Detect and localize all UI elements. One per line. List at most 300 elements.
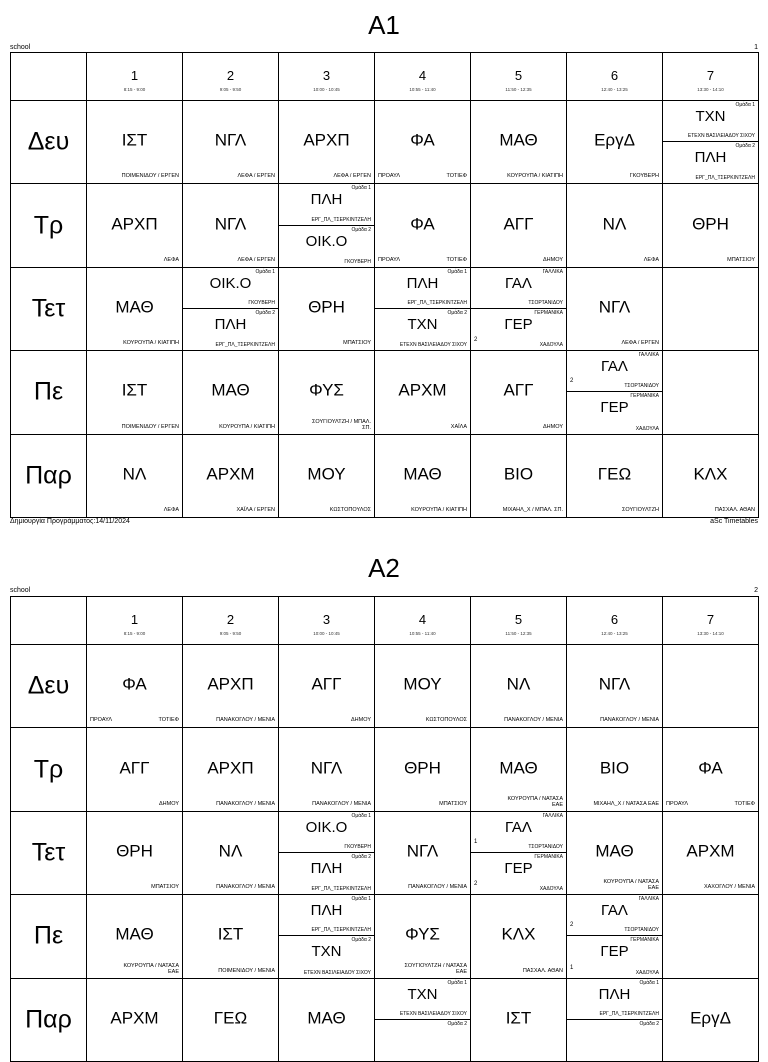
lesson-cell[interactable] <box>375 435 471 518</box>
subject-code: ΘΡΗ <box>308 297 345 317</box>
subject-code: ΑΡΧΠ <box>303 130 350 150</box>
lesson-group[interactable] <box>567 895 662 936</box>
subject-code: ΙΣΤ <box>121 130 148 150</box>
teacher-name: ΠΟΙΜΕΝΙΔΟΥ / ΕΡΓΕΝ <box>121 423 179 430</box>
lesson-cell[interactable] <box>279 645 375 728</box>
subject-code: ΘΡΗ <box>116 841 153 861</box>
day-name: Δευ <box>27 671 70 700</box>
teacher-name-left: ΠΡΟΑΥΛ <box>666 800 689 807</box>
subject-code: ΙΣΤ <box>217 924 244 944</box>
lesson-cell[interactable] <box>663 184 759 267</box>
day-header <box>11 268 87 351</box>
subject-code: ΦΑ <box>410 213 435 233</box>
period-number: 7 <box>706 68 715 83</box>
lesson-cell[interactable] <box>471 895 567 978</box>
teacher-name: ΠΑΝΑΚΟΓΛΟΥ / ΜΕΝΙΑ <box>504 717 563 724</box>
lesson-group[interactable] <box>183 268 278 309</box>
lesson-group[interactable] <box>471 812 566 853</box>
lesson-cell[interactable] <box>567 435 663 518</box>
group-number: 1 <box>474 838 478 845</box>
lesson-group[interactable] <box>663 142 758 183</box>
lesson-cell[interactable] <box>87 268 183 351</box>
subject-code: ΕργΔ <box>594 130 635 150</box>
teacher-name: ΛΕΦΑ <box>163 256 179 263</box>
group-number: 1 <box>570 964 574 971</box>
teacher-name: ΓΚΟΥΒΕΡΗ <box>248 299 275 306</box>
period-header <box>183 597 279 645</box>
lesson-group[interactable] <box>375 979 470 1020</box>
period-time: 10:00 - 10:45 <box>313 631 340 636</box>
subject-code: ΑΓΓ <box>311 674 342 694</box>
lesson-cell[interactable] <box>279 268 375 351</box>
lesson-cell[interactable] <box>183 101 279 184</box>
period-header <box>471 597 567 645</box>
teacher-name: ΕΤΕΧΝ ΒΑΣΙΛΕΙΑΔΟΥ ΣΙΧΟΥ <box>399 342 467 349</box>
subject-code: ΑΓΓ <box>119 757 150 777</box>
period-number: 2 <box>226 68 235 83</box>
subject-code: ΚΛΧ <box>501 924 536 944</box>
day-header <box>11 101 87 184</box>
teacher-name: ΓΚΟΥΒΕΡΗ <box>629 173 659 180</box>
teacher-name: ΕΤΕΧΝ ΒΑΣΙΛΕΙΑΔΟΥ ΣΙΧΟΥ <box>303 969 371 976</box>
lesson-cell[interactable] <box>663 979 759 1062</box>
lesson-cell[interactable] <box>471 351 567 434</box>
school-label: school <box>10 44 31 51</box>
group-label: Ομάδα 1 <box>639 979 659 986</box>
subject-code: ΜΑΘ <box>499 130 538 150</box>
period-time: 10:00 - 10:45 <box>313 87 340 92</box>
timetable-grid <box>10 596 759 1062</box>
lesson-cell[interactable] <box>471 645 567 728</box>
day-name: Τρ <box>33 755 64 784</box>
subject-code: ΑΡΧΜ <box>398 380 447 400</box>
subject-code: ΘΡΗ <box>404 757 441 777</box>
lesson-cell[interactable] <box>87 728 183 811</box>
teacher-name: ΕΡΓ_ΠΛ_ΤΣΕΡΚΙΝΤΖΕΛΗ <box>311 216 371 223</box>
subject-code: ΓΑΛ <box>505 274 532 292</box>
subject-code: ΘΡΗ <box>692 213 729 233</box>
teacher-name: ΕΡΓ_ΠΛ_ΤΣΕΡΚΙΝΤΖΕΛΗ <box>695 175 755 182</box>
lesson-cell[interactable] <box>471 728 567 811</box>
period-header <box>567 53 663 101</box>
lesson-cell[interactable] <box>87 895 183 978</box>
teacher-name: ΧΑΪΛΑ / ΕΡΓΕΝ <box>236 506 275 513</box>
subject-code: ΜΟΥ <box>307 464 346 484</box>
lesson-cell[interactable] <box>375 645 471 728</box>
lesson-cell[interactable] <box>279 812 375 895</box>
period-time: 8:15 - 9:00 <box>123 87 146 92</box>
subject-code: ΝΓΛ <box>214 130 247 150</box>
day-name: Πε <box>33 921 64 950</box>
teacher-name-left: ΠΡΟΑΥΛ <box>90 717 113 724</box>
empty-cell <box>663 645 759 728</box>
lesson-cell[interactable] <box>663 728 759 811</box>
subject-code: ΝΓΛ <box>310 757 343 777</box>
teacher-name-left: ΠΡΟΑΥΛ <box>378 256 401 263</box>
subject-code: ΑΡΧΠ <box>207 757 254 777</box>
lesson-cell[interactable] <box>471 435 567 518</box>
lesson-cell[interactable] <box>567 645 663 728</box>
lesson-group[interactable] <box>567 1020 662 1061</box>
lesson-cell[interactable] <box>471 979 567 1062</box>
lesson-group[interactable] <box>567 392 662 433</box>
empty-cell <box>663 268 759 351</box>
teacher-line-2: ΣΠ. <box>362 424 371 431</box>
lesson-group[interactable] <box>471 309 566 350</box>
period-time: 10:55 - 11:40 <box>409 87 436 92</box>
lesson-cell[interactable] <box>183 268 279 351</box>
lesson-cell[interactable] <box>375 895 471 978</box>
subject-code: ΤΧΝ <box>407 985 438 1003</box>
period-time: 10:55 - 11:40 <box>409 631 436 636</box>
subject-code: ΓΕΡ <box>504 315 533 333</box>
lesson-cell[interactable] <box>87 101 183 184</box>
teacher-name: ΜΠΑΤΣΙΟΥ <box>343 340 371 347</box>
teacher-name: ΠΑΝΑΚΟΓΛΟΥ / ΜΕΝΙΑ <box>216 800 275 807</box>
created-date: Δημιουργία Προγράμματος:14/11/2024 <box>10 518 130 525</box>
lesson-cell[interactable] <box>375 812 471 895</box>
subject-code: ΜΑΘ <box>595 841 634 861</box>
lesson-group[interactable] <box>471 268 566 309</box>
day-name: Παρ <box>25 461 72 490</box>
lesson-cell[interactable] <box>375 728 471 811</box>
subject-code: ΤΧΝ <box>311 943 342 961</box>
teacher-name: ΠΑΣΧΑΛ. ΑΘΑΝ <box>714 506 755 513</box>
group-label: ΓΕΡΜΑΝΙΚΑ <box>534 309 563 316</box>
lesson-cell[interactable] <box>183 812 279 895</box>
teacher-line-2: ΕΑΕ <box>167 968 179 975</box>
subject-code: ΜΟΥ <box>403 674 442 694</box>
period-number: 3 <box>322 68 331 83</box>
subject-code: ΓΕΩ <box>213 1008 248 1028</box>
teacher-name: ΕΡΓ_ΠΛ_ΤΣΕΡΚΙΝΤΖΕΛΗ <box>407 299 467 306</box>
subject-code: ΦΥΣ <box>309 380 344 400</box>
subject-code: ΠΛΗ <box>310 859 343 877</box>
teacher-name: ΚΟΥΡΟΥΠΑ / ΚΙΑΤΙΠΗ <box>411 506 467 513</box>
teacher-name: ΠΑΝΑΚΟΓΛΟΥ / ΜΕΝΙΑ <box>216 884 275 891</box>
period-time: 12:40 - 13:25 <box>601 631 628 636</box>
period-header <box>471 53 567 101</box>
subject-code: ΑΡΧΜ <box>206 464 255 484</box>
group-label: ΓΑΛΛΙΚΑ <box>638 352 659 359</box>
group-label: ΓΑΛΛΙΚΑ <box>542 812 563 819</box>
day-header <box>11 435 87 518</box>
teacher-name: ΤΟΤΙΕΦ <box>446 256 467 263</box>
teacher-name: ΔΗΜΟΥ <box>351 717 371 724</box>
lesson-cell[interactable] <box>87 812 183 895</box>
day-name: Δευ <box>27 127 70 156</box>
group-label: Ομάδα 2 <box>351 226 371 233</box>
lesson-cell[interactable] <box>279 435 375 518</box>
lesson-cell[interactable] <box>87 645 183 728</box>
lesson-cell[interactable] <box>567 728 663 811</box>
subject-code: ΑΡΧΠ <box>207 674 254 694</box>
teacher-name: ΧΑΧΟΓΛΟΥ / ΜΕΝΙΑ <box>703 884 755 891</box>
brand-label: aSc Timetables <box>710 518 758 525</box>
period-header <box>375 53 471 101</box>
group-label: Ομάδα 1 <box>447 979 467 986</box>
teacher-name: ΠΟΙΜΕΝΙΔΟΥ / ΕΡΓΕΝ <box>121 173 179 180</box>
group-label: Ομάδα 1 <box>351 185 371 192</box>
lesson-group[interactable] <box>279 853 374 894</box>
lesson-cell[interactable] <box>663 435 759 518</box>
day-header <box>11 895 87 978</box>
teacher-name: ΠΑΣΧΑΛ. ΑΘΑΝ <box>522 967 563 974</box>
group-label: Ομάδα 1 <box>255 268 275 275</box>
teacher-name: ΛΕΦΑ <box>163 506 179 513</box>
lesson-cell[interactable] <box>183 184 279 267</box>
teacher-name: ΕΡΓ_ΠΛ_ΤΣΕΡΚΙΝΤΖΕΛΗ <box>311 927 371 934</box>
teacher-line-2: ΕΑΕ <box>455 968 467 975</box>
teacher-line-1: ΚΟΥΡΟΥΠΑ / ΝΑΤΑΣΑ <box>123 962 179 969</box>
group-label: Ομάδα 1 <box>735 102 755 108</box>
subject-code: ΟΙΚ.Ο <box>209 274 252 292</box>
teacher-line-2: ΕΑΕ <box>647 885 659 892</box>
lesson-group[interactable] <box>567 979 662 1020</box>
page-number: 2 <box>754 587 758 594</box>
subject-code: ΓΕΩ <box>597 464 632 484</box>
subject-code: ΓΑΛ <box>601 902 628 920</box>
teacher-name: ΧΑΔΟΥΛΑ <box>539 886 563 893</box>
lesson-cell[interactable] <box>183 895 279 978</box>
lesson-group[interactable] <box>663 101 758 142</box>
teacher-name: ΜΠΑΤΣΙΟΥ <box>727 256 755 263</box>
lesson-group[interactable] <box>279 936 374 977</box>
subject-code: ΜΑΘ <box>307 1008 346 1028</box>
teacher-name: ΛΕΦΑ <box>643 256 659 263</box>
day-header <box>11 728 87 811</box>
group-label: Ομάδα 1 <box>447 268 467 275</box>
period-number: 4 <box>418 68 427 83</box>
teacher-name: ΓΚΟΥΒΕΡΗ <box>344 258 371 265</box>
subject-code: ΜΑΘ <box>211 380 250 400</box>
teacher-line-1: ΣΟΥΓΙΟΥΛΤΖΗ / ΝΑΤΑΣΑ <box>404 962 467 969</box>
subject-code: ΕργΔ <box>690 1008 731 1028</box>
group-number: 2 <box>570 378 574 385</box>
subject-code: ΝΛ <box>602 213 627 233</box>
period-header <box>87 597 183 645</box>
teacher-name: ΠΟΙΜΕΝΙΔΟΥ / ΜΕΝΙΑ <box>218 967 275 974</box>
subject-code: ΝΓΛ <box>598 297 631 317</box>
subject-code: ΝΛ <box>506 674 531 694</box>
subject-code: ΠΛΗ <box>406 274 439 292</box>
lesson-cell[interactable] <box>663 812 759 895</box>
teacher-name: ΚΟΥΡΟΥΠΑ / ΚΙΑΤΙΠΗ <box>219 423 275 430</box>
period-number: 3 <box>322 612 331 627</box>
subject-code: ΦΥΣ <box>405 924 440 944</box>
lesson-cell[interactable] <box>471 268 567 351</box>
period-number: 6 <box>610 68 619 83</box>
subject-code: ΟΙΚ.Ο <box>305 232 348 250</box>
lesson-cell[interactable] <box>567 812 663 895</box>
subject-code: ΚΛΧ <box>693 464 728 484</box>
lesson-group[interactable] <box>279 226 374 267</box>
subject-code: ΑΓΓ <box>503 213 534 233</box>
lesson-cell[interactable] <box>663 101 759 184</box>
period-number: 7 <box>706 612 715 627</box>
subject-code: ΟΙΚ.Ο <box>305 818 348 836</box>
teacher-line-1: ΣΟΥΓΙΟΥΛΤΖΗ / ΜΠΑΛ. <box>311 418 371 425</box>
lesson-cell[interactable] <box>87 435 183 518</box>
lesson-cell[interactable] <box>375 184 471 267</box>
lesson-cell[interactable] <box>279 184 375 267</box>
lesson-cell[interactable] <box>279 728 375 811</box>
teacher-name: ΤΣΟΡΤΑΝΙΔΟΥ <box>624 927 659 934</box>
subject-code: ΤΧΝ <box>695 108 726 125</box>
lesson-cell[interactable] <box>567 101 663 184</box>
subject-code: ΜΑΘ <box>115 297 154 317</box>
teacher-name: ΕΡΓ_ΠΛ_ΤΣΕΡΚΙΝΤΖΕΛΗ <box>311 886 371 893</box>
period-header <box>279 597 375 645</box>
lesson-cell[interactable] <box>183 645 279 728</box>
group-label: Ομάδα 2 <box>447 1020 467 1027</box>
period-time: 12:40 - 13:25 <box>601 87 628 92</box>
lesson-group[interactable] <box>375 309 470 350</box>
group-label: ΓΕΡΜΑΝΙΚΑ <box>630 393 659 400</box>
day-name: Παρ <box>25 1005 72 1034</box>
period-header <box>663 53 759 101</box>
group-label: ΓΑΛΛΙΚΑ <box>542 268 563 275</box>
teacher-line-1: ΚΟΥΡΟΥΠΑ / ΝΑΤΑΣΑ <box>507 795 563 802</box>
subject-code: ΑΓΓ <box>503 380 534 400</box>
lesson-group[interactable] <box>375 268 470 309</box>
lesson-group[interactable] <box>567 936 662 977</box>
subject-code: ΒΙΟ <box>599 757 630 777</box>
timetable-title: A2 <box>368 553 400 583</box>
lesson-group[interactable] <box>279 812 374 853</box>
period-number: 1 <box>130 612 139 627</box>
period-number: 2 <box>226 612 235 627</box>
subject-code: ΓΑΛ <box>505 818 532 836</box>
corner-cell <box>11 53 87 101</box>
lesson-group[interactable] <box>567 351 662 392</box>
day-name: Τετ <box>31 838 66 867</box>
subject-code: ΠΛΗ <box>310 191 343 209</box>
period-time: 11:50 - 12:35 <box>505 631 532 636</box>
period-header <box>567 597 663 645</box>
lesson-cell[interactable] <box>375 101 471 184</box>
teacher-name: ΔΗΜΟΥ <box>543 256 563 263</box>
lesson-cell[interactable] <box>279 351 375 434</box>
teacher-name: ΤΟΤΙΕΦ <box>446 173 467 180</box>
lesson-group[interactable] <box>279 895 374 936</box>
period-header <box>183 53 279 101</box>
group-label: ΓΕΡΜΑΝΙΚΑ <box>534 853 563 860</box>
lesson-cell[interactable] <box>87 979 183 1062</box>
lesson-cell[interactable] <box>471 812 567 895</box>
lesson-cell[interactable] <box>567 979 663 1062</box>
teacher-name: ΕΡΓ_ΠΛ_ΤΣΕΡΚΙΝΤΖΕΛΗ <box>599 1010 659 1017</box>
group-number: 2 <box>474 337 478 344</box>
lesson-cell[interactable] <box>375 351 471 434</box>
lesson-cell[interactable] <box>183 435 279 518</box>
period-time: 9:05 - 9:50 <box>219 87 242 92</box>
period-time: 8:15 - 9:00 <box>123 631 146 636</box>
period-header <box>375 597 471 645</box>
group-label: Ομάδα 1 <box>351 896 371 903</box>
subject-code: ΜΑΘ <box>115 924 154 944</box>
lesson-cell[interactable] <box>279 101 375 184</box>
lesson-group[interactable] <box>375 1020 470 1061</box>
period-header <box>663 597 759 645</box>
teacher-name: ΓΚΟΥΒΕΡΗ <box>344 843 371 850</box>
teacher-name: ΤΣΟΡΤΑΝΙΔΟΥ <box>528 299 563 306</box>
teacher-name: ΜΠΑΤΣΙΟΥ <box>439 800 467 807</box>
lesson-cell[interactable] <box>567 895 663 978</box>
school-label: school <box>10 587 31 594</box>
lesson-cell[interactable] <box>87 184 183 267</box>
period-header <box>279 53 375 101</box>
teacher-name: ΛΕΦΑ / ΕΡΓΕΝ <box>237 173 275 180</box>
subject-code: ΓΑΛ <box>601 358 628 376</box>
teacher-name: ΤΟΤΙΕΦ <box>158 717 179 724</box>
period-number: 6 <box>610 612 619 627</box>
lesson-cell[interactable] <box>471 101 567 184</box>
teacher-name: ΔΗΜΟΥ <box>159 800 179 807</box>
teacher-name: ΕΡΓ_ΠΛ_ΤΣΕΡΚΙΝΤΖΕΛΗ <box>215 342 275 349</box>
period-number: 5 <box>514 612 523 627</box>
lesson-cell[interactable] <box>567 184 663 267</box>
teacher-name: ΚΟΥΡΟΥΠΑ / ΚΙΑΤΙΠΗ <box>123 340 179 347</box>
subject-code: ΒΙΟ <box>503 464 534 484</box>
lesson-cell[interactable] <box>471 184 567 267</box>
subject-code: ΝΓΛ <box>214 213 247 233</box>
subject-code: ΦΑ <box>122 674 147 694</box>
subject-code: ΝΓΛ <box>598 674 631 694</box>
lesson-group[interactable] <box>183 309 278 350</box>
group-label: ΓΕΡΜΑΝΙΚΑ <box>630 937 659 944</box>
teacher-line-1: ΚΟΥΡΟΥΠΑ / ΝΑΤΑΣΑ <box>603 879 659 886</box>
lesson-cell[interactable] <box>375 268 471 351</box>
subject-code: ΜΑΘ <box>403 464 442 484</box>
teacher-name: ΛΕΦΑ / ΕΡΓΕΝ <box>333 173 371 180</box>
lesson-cell[interactable] <box>375 979 471 1062</box>
teacher-name: ΤΣΟΡΤΑΝΙΔΟΥ <box>528 843 563 850</box>
period-number: 4 <box>418 612 427 627</box>
day-header <box>11 812 87 895</box>
teacher-name: ΜΙΧΑΗΛ_Χ / ΜΠΑΛ. ΣΠ. <box>502 506 563 513</box>
lesson-cell[interactable] <box>279 895 375 978</box>
subject-code: ΝΛ <box>218 841 243 861</box>
lesson-group[interactable] <box>471 853 566 894</box>
subject-code: ΓΕΡ <box>600 399 629 417</box>
day-header <box>11 184 87 267</box>
subject-code: ΙΣΤ <box>505 1008 532 1028</box>
teacher-name: ΜΙΧΑΗΛ_Χ / ΝΑΤΑΣΑ ΕΑΕ <box>593 800 659 807</box>
subject-code: ΓΕΡ <box>600 943 629 961</box>
subject-code: ΑΡΧΠ <box>111 213 158 233</box>
day-header <box>11 979 87 1062</box>
lesson-cell[interactable] <box>183 351 279 434</box>
period-time: 9:05 - 9:50 <box>219 631 242 636</box>
lesson-cell[interactable] <box>183 979 279 1062</box>
period-time: 13:30 - 14:10 <box>697 631 724 636</box>
lesson-cell[interactable] <box>567 351 663 434</box>
subject-code: ΑΡΧΜ <box>686 841 735 861</box>
subject-code: ΝΓΛ <box>406 841 439 861</box>
lesson-cell[interactable] <box>87 351 183 434</box>
subject-code: ΠΛΗ <box>694 149 727 167</box>
day-header <box>11 351 87 434</box>
lesson-group[interactable] <box>279 184 374 225</box>
lesson-cell[interactable] <box>567 268 663 351</box>
empty-cell <box>663 351 759 434</box>
period-time: 13:30 - 14:10 <box>697 87 724 92</box>
lesson-cell[interactable] <box>183 728 279 811</box>
timetable-grid <box>10 52 759 518</box>
lesson-cell[interactable] <box>279 979 375 1062</box>
teacher-name: ΣΟΥΓΙΟΥΛΤΖΗ <box>621 506 659 513</box>
